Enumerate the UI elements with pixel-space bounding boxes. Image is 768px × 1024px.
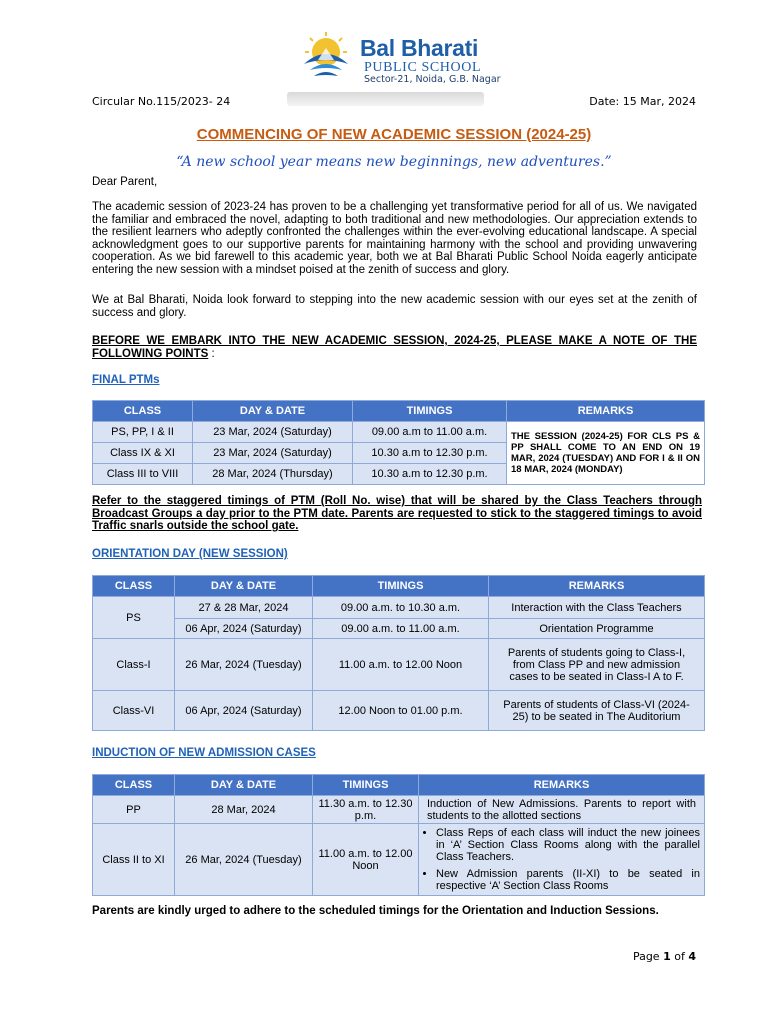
header-divider (287, 92, 484, 106)
page-number (633, 950, 696, 963)
time-cell: 10.30 a.m to 12.30 p.m. (353, 443, 507, 464)
table-row (93, 639, 705, 691)
class-cell: Class II to XI (93, 824, 175, 896)
table-header-row (93, 576, 705, 597)
remark-cell: Orientation Programme (489, 619, 705, 639)
school-emblem-icon (296, 30, 356, 86)
logo-address: Sector-21, Noida, G.B. Nagar (364, 74, 501, 85)
time-cell: 09.00 a.m. to 10.30 a.m. (313, 597, 489, 619)
column-header: TIMINGS (353, 401, 507, 422)
circular-number: Circular No.115/2023- 24 (92, 95, 231, 108)
time-cell: 11.30 a.m. to 12.30 p.m. (313, 796, 419, 824)
table-row (93, 619, 705, 639)
remark-cell: Interaction with the Class Teachers (489, 597, 705, 619)
column-header: TIMINGS (313, 775, 419, 796)
table-header-row (93, 401, 705, 422)
column-header: CLASS (93, 576, 175, 597)
time-cell: 11.00 a.m. to 12.00 Noon (313, 824, 419, 896)
induction-table (92, 774, 705, 896)
date-cell: 06 Apr, 2024 (Saturday) (175, 691, 313, 731)
remark-cell: Induction of New Admissions. Parents to report with students to the allotted sections (419, 796, 705, 824)
remark-cell: Parents of students of Class-VI (2024-25) to be seated in The Auditorium (489, 691, 705, 731)
time-cell: 09.00 a.m to 11.00 a.m. (353, 422, 507, 443)
date-cell: 06 Apr, 2024 (Saturday) (175, 619, 313, 639)
note-heading-text: BEFORE WE EMBARK INTO THE NEW ACADEMIC SESSION, 2024-25, PLEASE MAKE A NOTE OF THE FOLLOWING POINTS (92, 335, 697, 360)
table-row (93, 597, 705, 619)
date-cell: 26 Mar, 2024 (Tuesday) (175, 824, 313, 896)
column-header: REMARKS (507, 401, 705, 422)
column-header: CLASS (93, 401, 193, 422)
class-cell: Class-I (93, 639, 175, 691)
remark-cell: Parents of students going to Class-I, from Class PP and new admission cases to be seated in Class-I A to F. (489, 639, 705, 691)
date-cell: 28 Mar, 2024 (Thursday) (193, 464, 353, 485)
time-cell: 10.30 a.m to 12.30 p.m. (353, 464, 507, 485)
page-current: 1 (663, 950, 671, 963)
remark-cell (419, 824, 705, 896)
table-row (93, 796, 705, 824)
column-header: TIMINGS (313, 576, 489, 597)
school-logo (296, 30, 506, 86)
paragraph-2: We at Bal Bharati, Noida look forward to stepping into the new academic session with our eyes set at the zenith of success and glory. (92, 294, 697, 319)
date-cell: 26 Mar, 2024 (Tuesday) (175, 639, 313, 691)
paragraph-1: The academic session of 2023-24 has proven to be a challenging yet transformative period for all of us. We navigated the familiar and embraced the novel, adapting to both traditional and new methodologies. Our appreciation extends to the resilient learners who adeptly confronted the challenges within the ever-evolving educational landscape. A special acknowledgment goes to our supportive parents for maintaining harmony with the school and providing unwavering cooperation. As we bid farewell to this academic year, both we at Bal Bharati Public School Noida eagerly anticipate entering the new session with a mindset poised at the zenith of success and glory. (92, 201, 697, 276)
column-header: REMARKS (419, 775, 705, 796)
table-row (93, 824, 705, 896)
list-item: • New Admission parents (II-XI) to be seated in respective ‘A’ Section Class Rooms (436, 868, 700, 892)
table-row (93, 422, 705, 443)
column-header: DAY & DATE (175, 775, 313, 796)
page-title: COMMENCING OF NEW ACADEMIC SESSION (2024-25) (196, 126, 592, 143)
orientation-table (92, 575, 705, 731)
class-cell: Class-VI (93, 691, 175, 731)
remark-list (423, 827, 700, 892)
time-cell: 09.00 a.m. to 11.00 a.m. (313, 619, 489, 639)
salutation: Dear Parent, (92, 176, 158, 188)
ptm-table (92, 400, 705, 485)
column-header: REMARKS (489, 576, 705, 597)
note-colon: : (208, 347, 215, 360)
class-cell: PS, PP, I & II (93, 422, 193, 443)
ptm-heading: FINAL PTMs (92, 374, 160, 386)
closing-note: Parents are kindly urged to adhere to the scheduled timings for the Orientation and Induction Sessions. (92, 905, 659, 917)
table-row (93, 691, 705, 731)
page-label: Page (632, 950, 664, 963)
column-header: DAY & DATE (193, 401, 353, 422)
quote: “A new school year means new beginnings, new adventures.” (176, 154, 612, 170)
time-cell: 12.00 Noon to 01.00 p.m. (313, 691, 489, 731)
orientation-heading: ORIENTATION DAY (NEW SESSION) (92, 548, 288, 560)
table-header-row (93, 775, 705, 796)
ptm-note: Refer to the staggered timings of PTM (Roll No. wise) that will be shared by the Class Teachers through Broadcast Groups a day prior to the PTM date. Parents are requested to stick to the staggered timings to avoid Traffic snarls outside the school gate. (92, 495, 702, 533)
class-cell: Class III to VIII (93, 464, 193, 485)
note-heading (92, 335, 697, 360)
circular-date: Date: 15 Mar, 2024 (589, 95, 696, 108)
page-total: 4 (688, 950, 696, 963)
class-cell: PP (93, 796, 175, 824)
date-cell: 23 Mar, 2024 (Saturday) (193, 443, 353, 464)
ptm-remark-cell: THE SESSION (2024-25) FOR CLS PS & PP SHALL COME TO AN END ON 19 MAR, 2024 (TUESDAY) AND FOR I & II ON 18 MAR, 2024 (MONDAY) (507, 422, 705, 485)
list-item: • Class Reps of each class will induct the new joinees in ‘A’ Section Class Rooms along with the parallel Class Teachers. (436, 827, 700, 863)
class-cell: PS (93, 597, 175, 639)
class-cell: Class IX & XI (93, 443, 193, 464)
column-header: CLASS (93, 775, 175, 796)
date-cell: 27 & 28 Mar, 2024 (175, 597, 313, 619)
logo-subtitle: PUBLIC SCHOOL (364, 60, 482, 75)
date-cell: 23 Mar, 2024 (Saturday) (193, 422, 353, 443)
page-of: of (670, 950, 689, 963)
column-header: DAY & DATE (175, 576, 313, 597)
date-cell: 28 Mar, 2024 (175, 796, 313, 824)
time-cell: 11.00 a.m. to 12.00 Noon (313, 639, 489, 691)
logo-name: Bal Bharati (360, 35, 479, 61)
induction-heading: INDUCTION OF NEW ADMISSION CASES (92, 747, 316, 759)
